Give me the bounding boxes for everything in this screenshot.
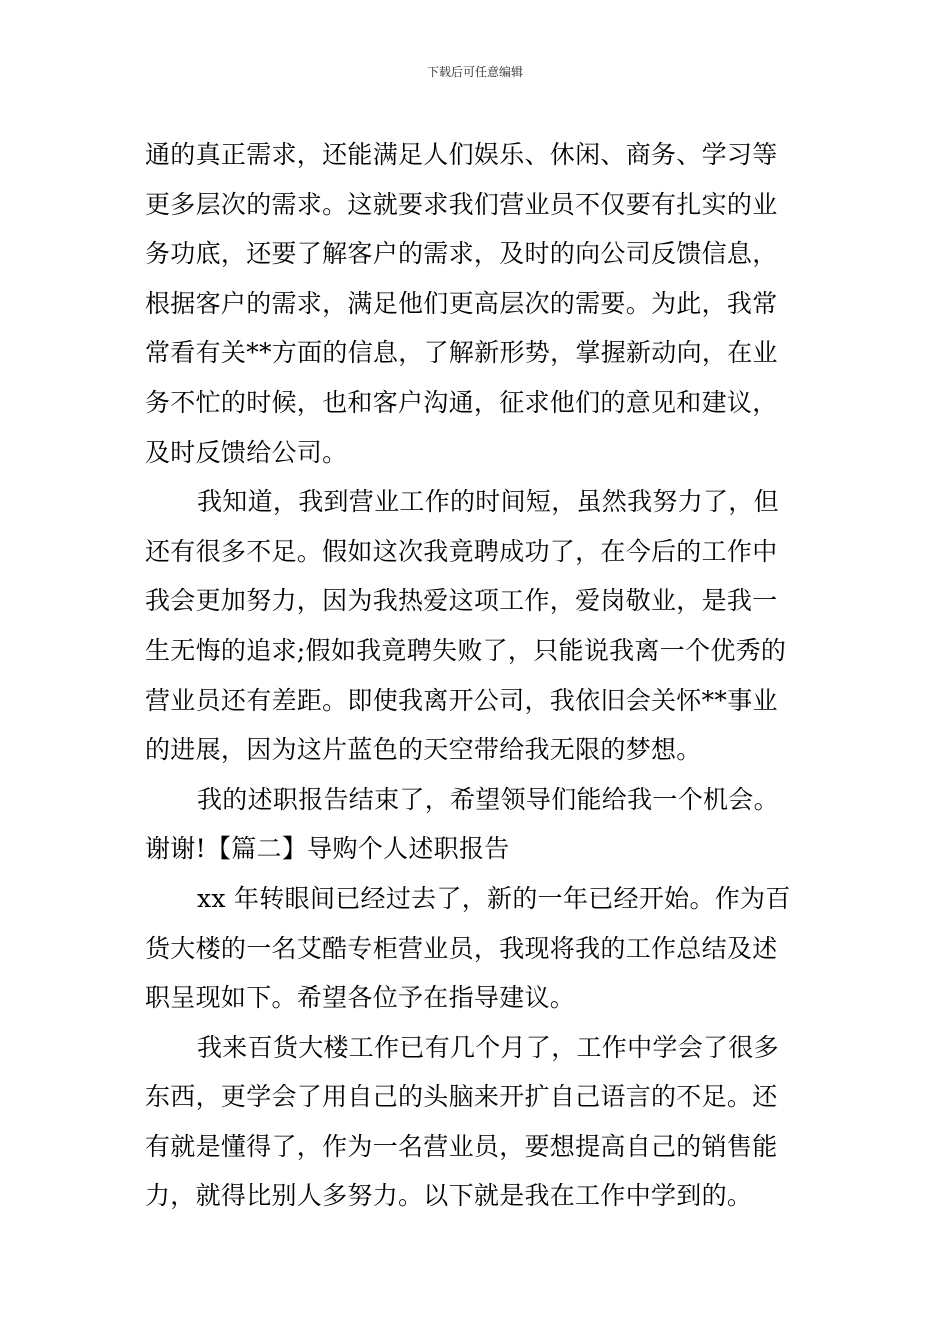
text-line: xx 年转眼间已经过去了，新的一年已经开始。作为百: [197, 883, 791, 913]
text-line: 有就是懂得了，作为一名营业员，要想提高自己的销售能: [145, 1131, 778, 1161]
text-line: 我来百货大楼工作已有几个月了，工作中学会了很多: [197, 1032, 779, 1062]
page-header: 下载后可任意编辑: [426, 65, 523, 79]
text-line: 我会更加努力，因为我热爱这项工作，爱岗敬业，是我一: [145, 586, 778, 616]
text-line: 常看有关**方面的信息，了解新形势，掌握新动向，在业: [145, 338, 778, 368]
text-line: 务功底，还要了解客户的需求，及时的向公司反馈信息，: [145, 239, 778, 269]
text-line: 更多层次的需求。这就要求我们营业员不仅要有扎实的业: [145, 189, 778, 219]
text-line: 通的真正需求，还能满足人们娱乐、休闲、商务、学习等: [145, 140, 778, 169]
text-line: 力，就得比别人多努力。以下就是我在工作中学到的。: [145, 1181, 753, 1211]
text-line: 货大楼的一名艾酷专柜营业员，我现将我的工作总结及述: [145, 933, 778, 963]
text-line: 根据客户的需求，满足他们更高层次的需要。为此，我常: [145, 288, 778, 318]
text-line: 的进展，因为这片蓝色的天空带给我无限的梦想。: [145, 735, 702, 765]
text-line: 谢谢!【篇二】导购个人述职报告: [145, 834, 510, 864]
text-line: 职呈现如下。希望各位予在指导建议。: [145, 983, 576, 1013]
text-line: 及时反馈给公司。: [145, 437, 348, 467]
text-line: 还有很多不足。假如这次我竟聘成功了，在今后的工作中: [145, 536, 778, 566]
text-line: 我的述职报告结束了，希望领导们能给我一个机会。: [197, 784, 779, 814]
text-line: 东西，更学会了用自己的头脑来开扩自己语言的不足。还: [145, 1082, 778, 1112]
document-body: [145, 130, 815, 1221]
text-line: 生无悔的追求;假如我竟聘失败了，只能说我离一个优秀的: [145, 635, 787, 665]
text-line: 我知道，我到营业工作的时间短，虽然我努力了，但: [197, 487, 779, 517]
text-line: 营业员还有差距。即使我离开公司，我依旧会关怀**事业: [145, 685, 778, 715]
text-line: 务不忙的时候，也和客户沟通，征求他们的意见和建议，: [145, 387, 778, 417]
